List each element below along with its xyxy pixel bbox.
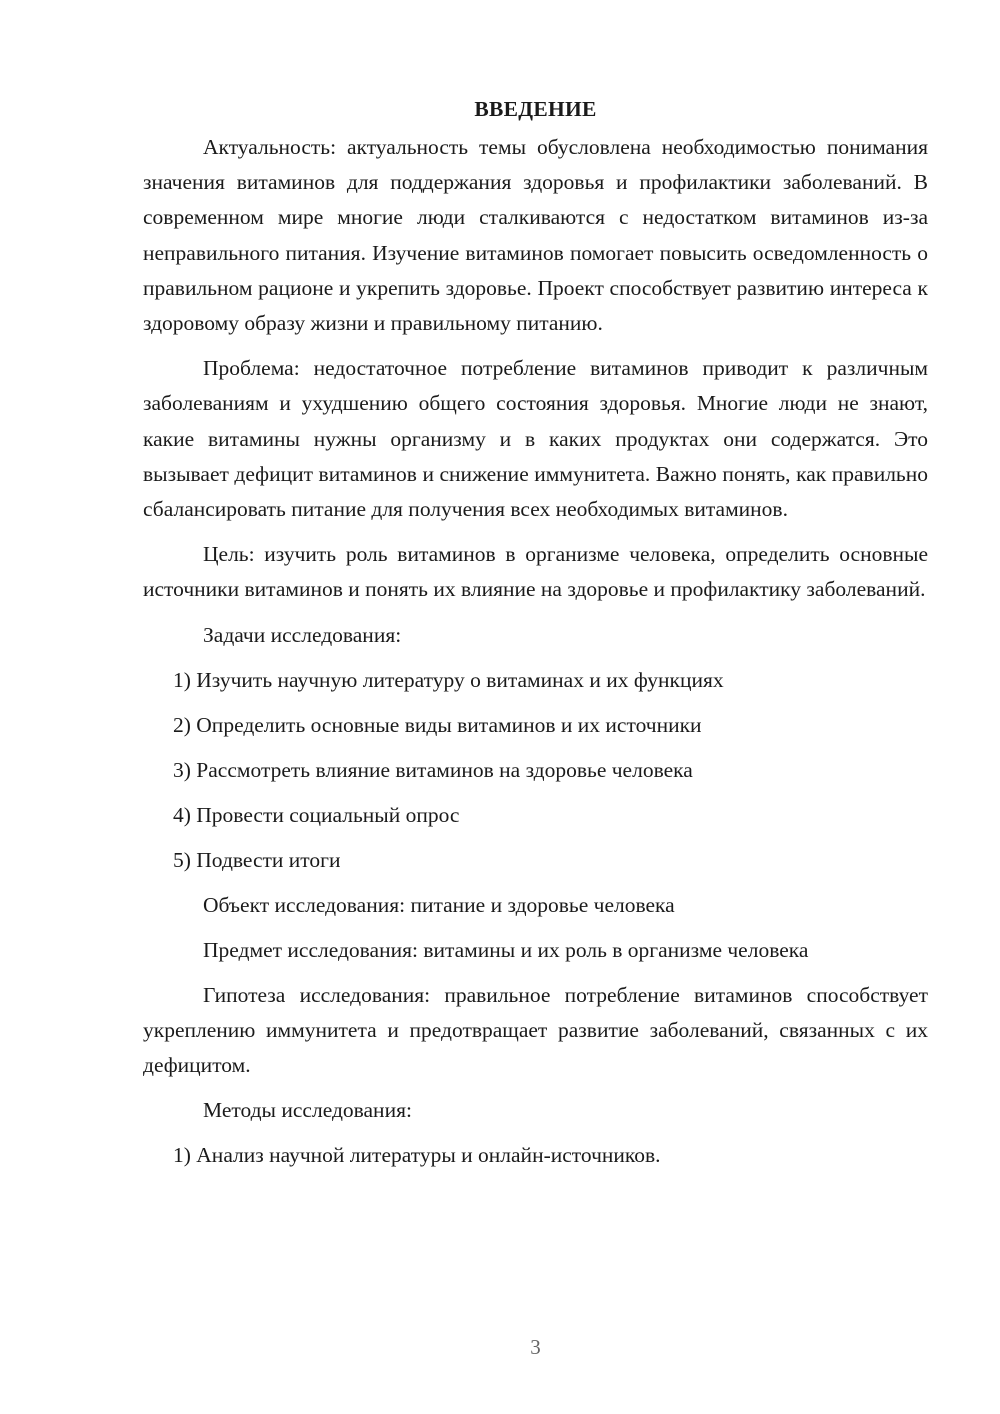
relevance-paragraph: Актуальность: актуальность темы обусловлена необходимостью понимания значения витаминов для поддержания здоровья и профилактики заболеваний. В современном мире многие люди сталкиваются с недостатком витаминов из-за неправильного питания. Изучение витаминов помогает повысить осведомленность о правильном рационе и укрепить здоровье. Проект способствует развитию интереса к здоровому образу жизни и правильному питанию. xyxy=(143,135,928,336)
methods-heading: Методы исследования: xyxy=(203,1098,412,1123)
task-item-3: 3) Рассмотреть влияние витаминов на здоровье человека xyxy=(173,757,693,782)
research-object: Объект исследования: питание и здоровье человека xyxy=(203,892,675,917)
tasks-heading: Задачи исследования: xyxy=(203,622,402,647)
page-number: 3 xyxy=(530,1335,541,1359)
task-item-5: 5) Подвести итоги xyxy=(173,847,341,872)
goal-paragraph: Цель: изучить роль витаминов в организме человека, определить основные источники витаминов и понять их влияние на здоровье и профилактику заболеваний. xyxy=(143,542,928,602)
task-item-1: 1) Изучить научную литературу о витаминах и их функциях xyxy=(173,667,724,692)
research-subject: Предмет исследования: витамины и их роль в организме человека xyxy=(203,937,809,962)
document-page xyxy=(143,92,928,1183)
problem-paragraph: Проблема: недостаточное потребление витаминов приводит к различным заболеваниям и ухудшению общего состояния здоровья. Многие люди не знают, какие витамины нужны организму и в каких продуктах они содержатся. Это вызывает дефицит витаминов и снижение иммунитета. Важно понять, как правильно сбалансировать питание для получения всех необходимых витаминов. xyxy=(143,356,928,522)
method-item-1: 1) Анализ научной литературы и онлайн-источников. xyxy=(173,1143,661,1168)
hypothesis-paragraph: Гипотеза исследования: правильное потребление витаминов способствует укреплению иммунитета и предотвращает развитие заболеваний, связанных с их дефицитом. xyxy=(143,982,928,1078)
task-item-2: 2) Определить основные виды витаминов и их источники xyxy=(173,712,702,737)
task-item-4: 4) Провести социальный опрос xyxy=(173,802,460,827)
section-heading: ВВЕДЕНИЕ xyxy=(474,97,597,121)
